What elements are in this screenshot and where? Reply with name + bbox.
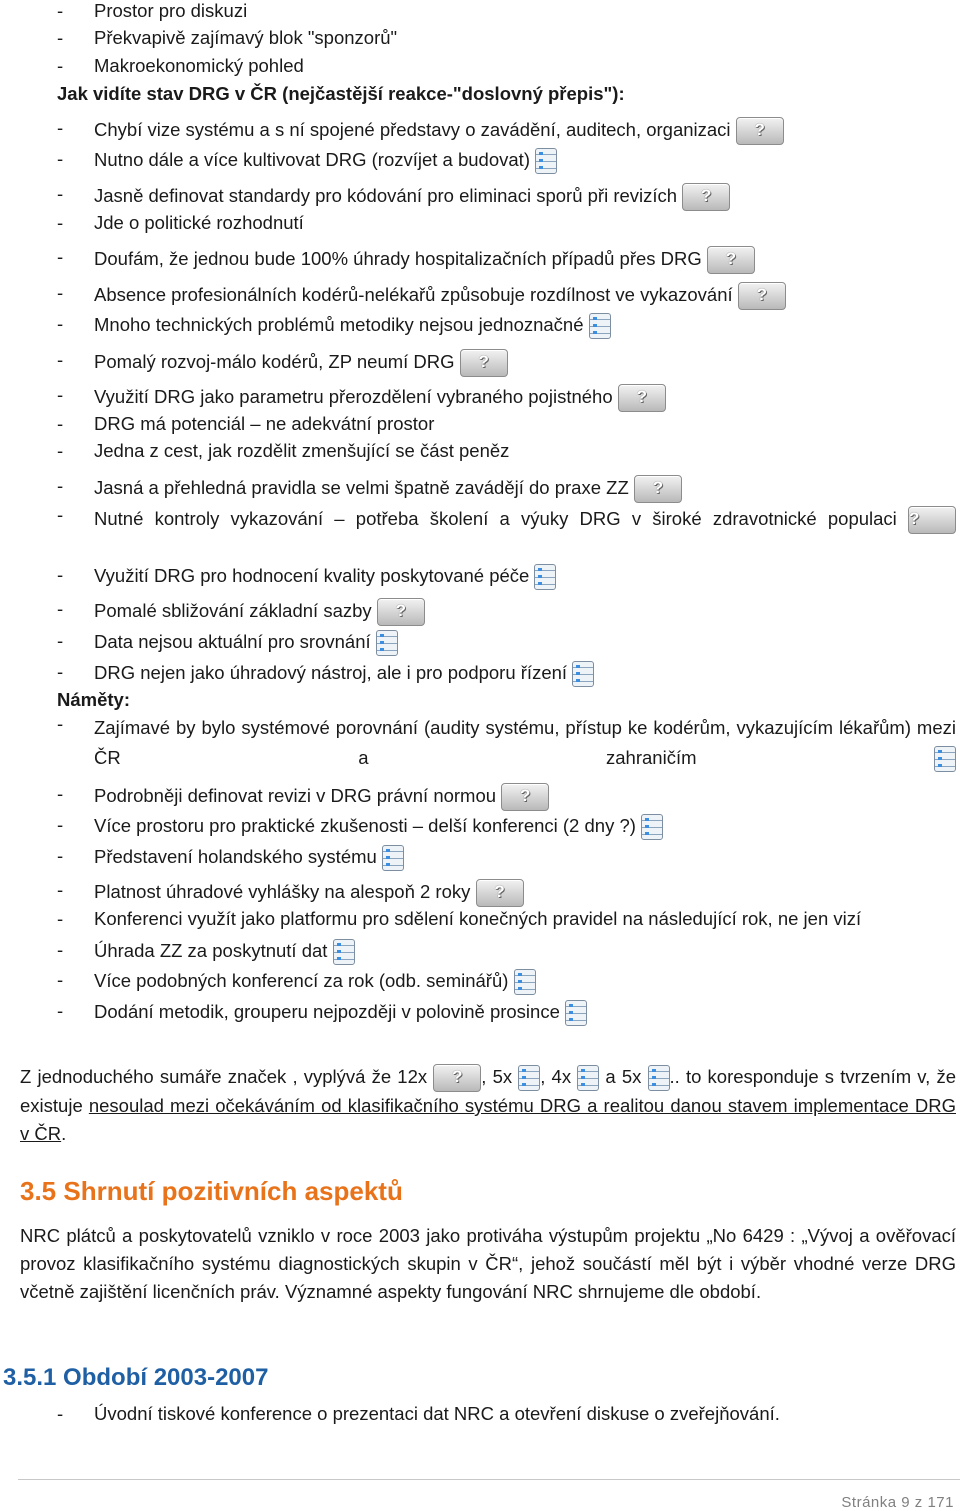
list-item-text: Chybí vize systému a s ní spojené představy o zavádění, auditech, organizaci xyxy=(94,118,731,140)
list-item-text: Nutno dále a více kultivovat DRG (rozvíjet a budovat) xyxy=(94,148,530,170)
summary-underlined-statement: nesoulad mezi očekáváním od klasifikačního systému DRG a realitou danou stavem implementace DRG v ČR xyxy=(20,1095,956,1145)
list-item-text: Úhrada ZZ za poskytnutí dat xyxy=(94,939,328,961)
database-icon xyxy=(934,746,956,772)
question-icon: ? xyxy=(618,384,666,412)
database-icon xyxy=(333,939,355,965)
list-item-text: Data nejsou aktuální pro srovnání xyxy=(94,630,371,652)
database-icon xyxy=(534,564,556,590)
subsection-heading: 3.5.1 Období 2003-2007 xyxy=(3,1364,269,1391)
question-icon: ? xyxy=(738,282,786,310)
list-item-text: Konferenci využít jako platformu pro sdělení konečných pravidel na následující rok, ne jen vizí xyxy=(94,908,862,929)
question-icon: ? xyxy=(433,1064,481,1092)
database-icon xyxy=(589,313,611,339)
drg-status-heading: Jak vidíte stav DRG v ČR (nejčastější reakce-"doslovný přepis"): xyxy=(57,83,625,104)
question-icon: ? xyxy=(501,783,549,811)
list-item-text: Využití DRG jako parametru přerozdělení vybraného pojistného xyxy=(94,385,613,407)
list-item-text: Využití DRG pro hodnocení kvality poskytované péče xyxy=(94,564,530,586)
list-item-text: Doufám, že jednou bude 100% úhrady hospitalizačních případů přes DRG xyxy=(94,247,702,269)
section-heading: 3.5 Shrnutí pozitivních aspektů xyxy=(20,1176,403,1206)
section-paragraph: NRC plátců a poskytovatelů vzniklo v roce 2003 jako protiváha výstupům projektu „No 6429 : „Vývoj a ověřovací provoz klasifikačního systému diagnostických skupin v ČR“, jehož součástí měl být i výběr vhodné verze DRG včetně zajištění licenčních práv. Významné aspekty fungování NRC shrnujeme dle období. xyxy=(20,1225,956,1302)
list-item-text: Jasně definovat standardy pro kódování pro eliminaci sporů při revizích xyxy=(94,184,678,206)
database-icon xyxy=(572,661,594,687)
database-icon xyxy=(382,845,404,871)
list-item-text: Dodání metodik, grouperu nejpozději v polovině prosince xyxy=(94,1000,560,1022)
question-icon: ? xyxy=(682,183,730,211)
list-item-text: Pomalý rozvoj-málo kodérů, ZP neumí DRG xyxy=(94,350,455,372)
list-item-text: Více prostoru pro praktické zkušenosti – delší konferenci (2 dny ?) xyxy=(94,814,636,836)
list-item-text: Více podobných konferencí za rok (odb. seminářů) xyxy=(94,969,509,991)
question-icon: ? xyxy=(476,879,524,907)
question-icon: ? xyxy=(707,246,755,274)
summary-paragraph: Z jednoduchého sumáře značek , vyplývá že 12x ? , 5x , 4x a 5x .. to koresponduje s tvrzením v, že existuje nesoulad mezi očekáváním od klasifikačního systému DRG a realitou danou stavem implementace DRG v ČR. xyxy=(20,1066,956,1145)
question-icon: ? xyxy=(377,598,425,626)
list-item-text: Nutné kontroly vykazování – potřeba školení a výuky DRG v široké zdravotnické populaci xyxy=(94,508,897,529)
database-icon xyxy=(514,969,536,995)
list-item-text: Mnoho technických problémů metodiky nejsou jednoznačné xyxy=(94,313,584,335)
list-item-text: Podrobněji definovat revizi v DRG právní normou xyxy=(94,784,497,806)
document-page: - Prostor pro diskuzi - Překvapivě zajímavý blok "sponzorů" - Makroekonomický pohled Jak vidíte stav DRG v ČR (nejčastější reakce-"doslovný přepis"): - Chybí vize systému a s ní spojené představy o zavádění, auditech, organizaci ? - Nutno dále a více kultivovat DRG (rozvíjet a budovat) - Jasně definovat standardy pro kódování pro eliminaci sporů při revizích ? - Jde o politické rozhodnutí - Doufám, že jednou bude 100% úhrady hospitalizačních případů přes DRG ? - Absence profesionálních kodérů-nelékařů způsobuje rozdílnost ve vykazování ? - Mnoho technických problémů metodiky nejsou jednoznačné - Pomalý rozvoj-málo kodérů, ZP neumí DRG ? - Využití DRG jako parametru přerozdělení vybraného pojistného ? - DRG má potenciál – ne adekvátní prostor - Jedna z cest, jak rozdělit zmenšující se část peněz - Jasná a přehledná pravidla se velmi špatně zavádějí do praxe ZZ ? - Nutné kontroly vykazování – potřeba školení a výuky DRG v široké zdravotnické populaci ? - Využití DRG pro hodnocení kvality poskytované péče - Pomalé sbližování základní sazby ? - Data nejsou aktuální pro srovnání - DRG nejen jako úhradový nástroj, ale i pro podporu řízení Náměty: - Zajímavé by bylo systémové porovnání (audity systému, přístup ke kodérům, vykazujícím lékařům) mezi ČR a zahraničím - Podrobněji definovat revizi v DRG právní normou ? - Více prostoru pro praktické zkušenosti – delší konferenci (2 dny ?) - Představení holandského systému - Platnost úhradové vyhlášky na alespoň 2 roky ? - Konferenci využít jako platformu pro sdělení konečných pravidel na následující rok, ne jen vizí - Úhrada ZZ za poskytnutí dat - Více podobných konferencí za rok (odb. seminářů) - Dodání metodik, grouperu nejpozději v polovině prosince Z jednoduchého sumáře značek , vyplývá že 12x ? , 5x , 4x a 5x .. to koresponduje s tvrzením v, že existuje nesoulad mezi očekáváním od klasifikačního systému DRG a realitou danou stavem implementace DRG v ČR. 3.5 Shrnutí pozitivních aspektů NRC plátců a poskytovatelů vzniklo v roce 2003 jako protiváha výstupům projektu „No 6429 : „Vývoj a ověřovací provoz klasifikačního systému diagnostických skupin v ČR“, jehož součástí měl být i výběr vhodné verze DRG včetně zajištění licenčních práv. Významné aspekty fungování NRC shrnujeme dle období. 3.5.1 Období 2003-2007 - Úvodní tiskové konference o prezentaci dat NRC a otevření diskuse o zveřejňování. Stránka 9 z 171 xyxy=(0,0,960,1511)
database-icon xyxy=(565,1000,587,1026)
list-item-text: Zajímavé by bylo systémové porovnání (audity systému, přístup ke kodérům, vykazujícím lékařům) mezi ČR a zahraničím xyxy=(94,717,956,768)
database-icon xyxy=(641,814,663,840)
list-item-text: Jedna z cest, jak rozdělit zmenšující se část peněz xyxy=(94,440,510,461)
database-icon xyxy=(648,1065,670,1091)
list-item-text: Pomalé sbližování základní sazby xyxy=(94,599,372,621)
list-item-text: Jasná a přehledná pravidla se velmi špatně zavádějí do praxe ZZ xyxy=(94,476,629,498)
question-icon: ? xyxy=(634,475,682,503)
list-item-text: Představení holandského systému xyxy=(94,845,377,867)
question-icon: ? xyxy=(736,117,784,145)
list-item-text: Absence profesionálních kodérů-nelékařů způsobuje rozdílnost ve vykazování xyxy=(94,283,733,305)
list-item-text: DRG má potenciál – ne adekvátní prostor xyxy=(94,413,435,434)
database-icon xyxy=(577,1065,599,1091)
list-item-text: Platnost úhradové vyhlášky na alespoň 2 roky xyxy=(94,880,471,902)
list-item-text: Jde o politické rozhodnutí xyxy=(94,212,304,233)
question-icon: ? xyxy=(460,349,508,377)
ideas-heading: Náměty: xyxy=(57,689,130,710)
page-number: Stránka 9 z 171 xyxy=(841,1494,954,1511)
database-icon xyxy=(376,630,398,656)
question-icon: ? xyxy=(908,506,956,534)
database-icon xyxy=(535,148,557,174)
footer-divider xyxy=(18,1479,960,1480)
database-icon xyxy=(518,1065,540,1091)
list-item-text: DRG nejen jako úhradový nástroj, ale i pro podporu řízení xyxy=(94,661,568,683)
